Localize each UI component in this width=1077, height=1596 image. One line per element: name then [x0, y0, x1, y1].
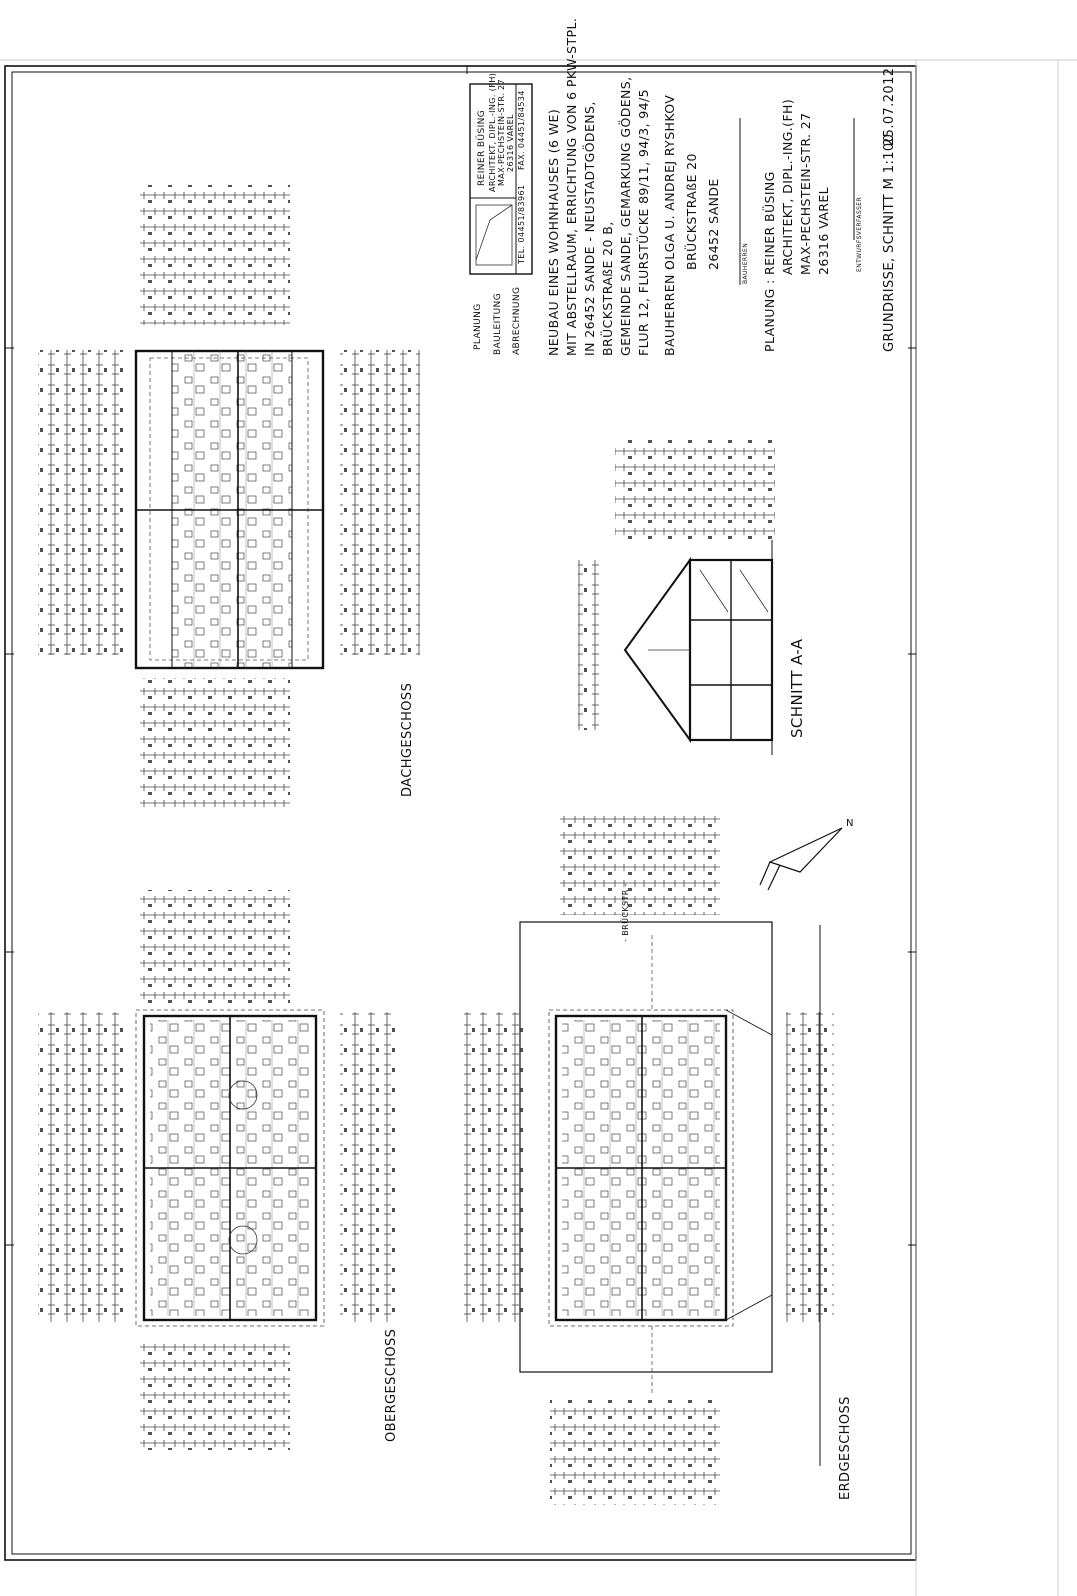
erdgeschoss-plan — [462, 815, 834, 1505]
project-line: BRÜCKSTRAßE 20 B, — [600, 221, 615, 356]
dachgeschoss-plan — [38, 185, 420, 808]
service-bauleitung: BAULEITUNG — [493, 292, 503, 355]
obergeschoss-plan — [38, 890, 395, 1450]
client-line: BRÜCKSTRAßE 20 — [684, 153, 699, 270]
obergeschoss-label: OBERGESCHOSS — [384, 1328, 399, 1442]
service-abrechnung: ABRECHNUNG — [512, 286, 522, 355]
sheet-date: 25.07.2012 — [882, 67, 897, 146]
project-line: NEUBAU EINES WOHNHAUSES (6 WE) — [546, 108, 561, 356]
svg-text:N: N — [846, 818, 854, 829]
project-line: FLUR 12, FLURSTÜCKE 89/11, 94/3, 94/5 — [636, 89, 651, 356]
section-label: SCHNITT A-A — [788, 638, 806, 738]
north-arrow-icon — [760, 818, 853, 890]
planner-label: PLANUNG : — [762, 279, 777, 352]
stamp-name: REINER BÜSING — [477, 109, 487, 186]
service-planung: PLANUNG — [473, 303, 483, 350]
stamp-street: MAX-PECHSTEIN-STR. 27 — [497, 79, 506, 186]
project-line: GEMEINDE SANDE, GEMARKUNG GÖDENS, — [618, 76, 633, 356]
section-a-a-drawing — [578, 440, 775, 755]
planner-line: 26316 VAREL — [816, 187, 831, 275]
client-line: 26452 SANDE — [706, 178, 721, 270]
stamp-city: 26316 VAREL — [506, 114, 515, 172]
planner-line: MAX-PECHSTEIN-STR. 27 — [798, 112, 813, 275]
architect-signature-caption: ENTWURFSVERFASSER — [856, 196, 863, 272]
project-line: IN 26452 SANDE - NEUSTADTGÖDENS, — [582, 101, 597, 356]
client-line: OLGA U. ANDREJ RYSHKOV — [662, 94, 677, 270]
client-signature-caption: BAUHERREN — [742, 242, 749, 284]
stamp-title: ARCHITEKT, DIPL.-ING. (FH) — [488, 72, 497, 192]
street-label: - BRÜCKSTR - — [621, 883, 630, 942]
client-label: BAUHERREN : — [662, 265, 677, 356]
stamp-tel: TEL. 04451/83961 — [517, 184, 526, 264]
dachgeschoss-label: DACHGESCHOSS — [400, 682, 415, 797]
planner-line: REINER BÜSING — [762, 171, 777, 275]
project-line: MIT ABSTELLRAUM, ERRICHTUNG VON 6 PKW-STPL. — [564, 17, 579, 356]
erdgeschoss-label: ERDGESCHOSS — [838, 1396, 853, 1500]
planner-line: ARCHITEKT, DIPL.-ING.(FH) — [780, 98, 795, 275]
stamp-fax: FAX. 04451/84534 — [517, 90, 526, 170]
sheet-title: GRUNDRISSE, SCHNITT M 1:100 — [882, 133, 897, 352]
